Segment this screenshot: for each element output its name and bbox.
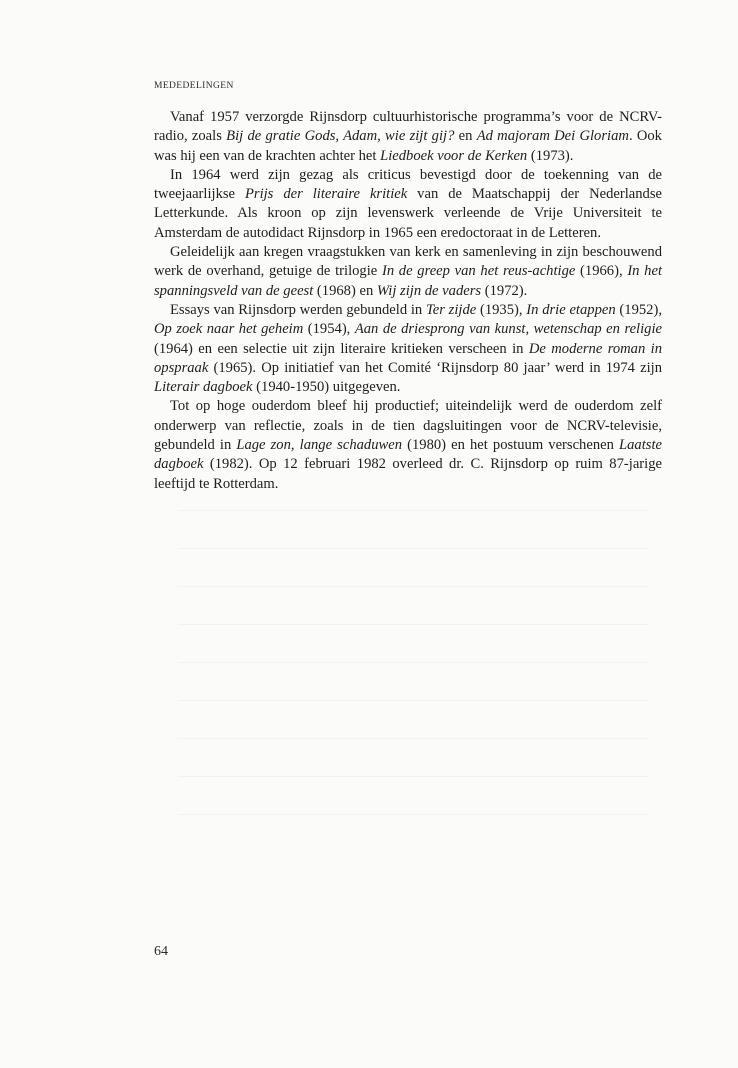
italic-title: Ad majoram Dei Gloriam [476,128,629,145]
italic-title: Aan de driesprong van kunst, wetenschap en religie [354,321,662,338]
show-through-line [178,662,648,663]
text-run: (1966), [575,263,628,280]
italic-title: Prijs der literaire kritiek [244,186,408,203]
text-run: (1972). [481,282,528,299]
italic-title: Literair dagboek [154,379,253,396]
show-through-line [178,586,648,587]
text-run: van de Maatschappij der Nederlandse Letterkunde. Als kroon op zijn levenswerk verleende de Vrije Universiteit te Amsterdam de autodidact Rijnsdorp in 1965 een eredoctoraat in de Letteren. [154,186,663,241]
text-run: Vanaf 1957 verzorgde Rijnsdorp cultuurhistorische programma’s voor de NCRV-radio, zoals [154,109,662,145]
body-text [154,108,662,494]
text-run: Geleidelijk aan kregen vraagstukken van kerk en samenleving in zijn beschouwend werk de overhand, getuige de trilogie [154,244,662,280]
text-run: (1940-1950) uitgegeven. [252,379,401,396]
running-head: MEDEDELINGEN [154,81,234,91]
italic-title: Wij zijn de vaders [376,282,482,299]
text-run: (1935), [476,301,527,318]
paragraph [154,108,662,166]
italic-title: Laatste dagboek [154,437,662,473]
page-number: 64 [154,944,168,959]
italic-title: In drie etappen [526,301,616,318]
show-through-line [178,624,648,625]
italic-title: Lage zon, lange schaduwen [236,437,403,454]
show-through-line [178,814,648,815]
italic-title: Op zoek naar het geheim [154,321,304,338]
show-through-line [178,700,648,701]
text-run: (1980) en het postuum verschenen [402,437,620,454]
show-through-line [178,548,648,549]
show-through-line [178,776,648,777]
text-run: (1968) en [313,282,377,299]
text-run: (1973). [527,147,574,164]
italic-title: Ter zijde [425,301,477,318]
paragraph [154,301,662,397]
text-run: In 1964 werd zijn gezag als criticus bevestigd door de toekenning van de tweejaarlijkse [154,166,662,203]
text-run: en [454,128,477,145]
italic-title: In het spanningsveld van de geest [154,263,662,299]
paragraph [154,166,662,243]
text-run: Tot op hoge ouderdom bleef hij productief; uiteindelijk werd de ouderdom zelf onderwerp van reflectie, zoals in de tien dagsluitingen voor de NCRV-televisie, gebundeld in [154,398,662,454]
text-run: . Ook was hij een van de krachten achter het [154,128,662,164]
italic-title: Bij de gratie Gods, Adam, wie zijt gij? [226,128,455,145]
text-run: (1982). Op 12 februari 1982 overleed dr. C. Rijnsdorp op ruim 87-jarige leeftijd te Rotterdam. [154,456,662,492]
text-run: (1965). Op initiatief van het Comité ‘Rijnsdorp 80 jaar’ werd in 1974 zijn [208,359,662,376]
text-run: (1964) en een selectie uit zijn literaire kritieken verscheen in [154,340,529,357]
text-run: (1954), [303,321,355,338]
show-through-line [178,738,648,739]
italic-title: In de greep van het reus-achtige [381,263,576,280]
text-run: (1952), [615,301,662,318]
paragraph [154,397,662,493]
show-through-line [178,510,648,511]
italic-title: Liedboek voor de Kerken [380,147,528,164]
text-run: Essays van Rijnsdorp werden gebundeld in [170,301,426,318]
italic-title: De moderne roman in opspraak [154,340,663,376]
paragraph [154,243,662,301]
